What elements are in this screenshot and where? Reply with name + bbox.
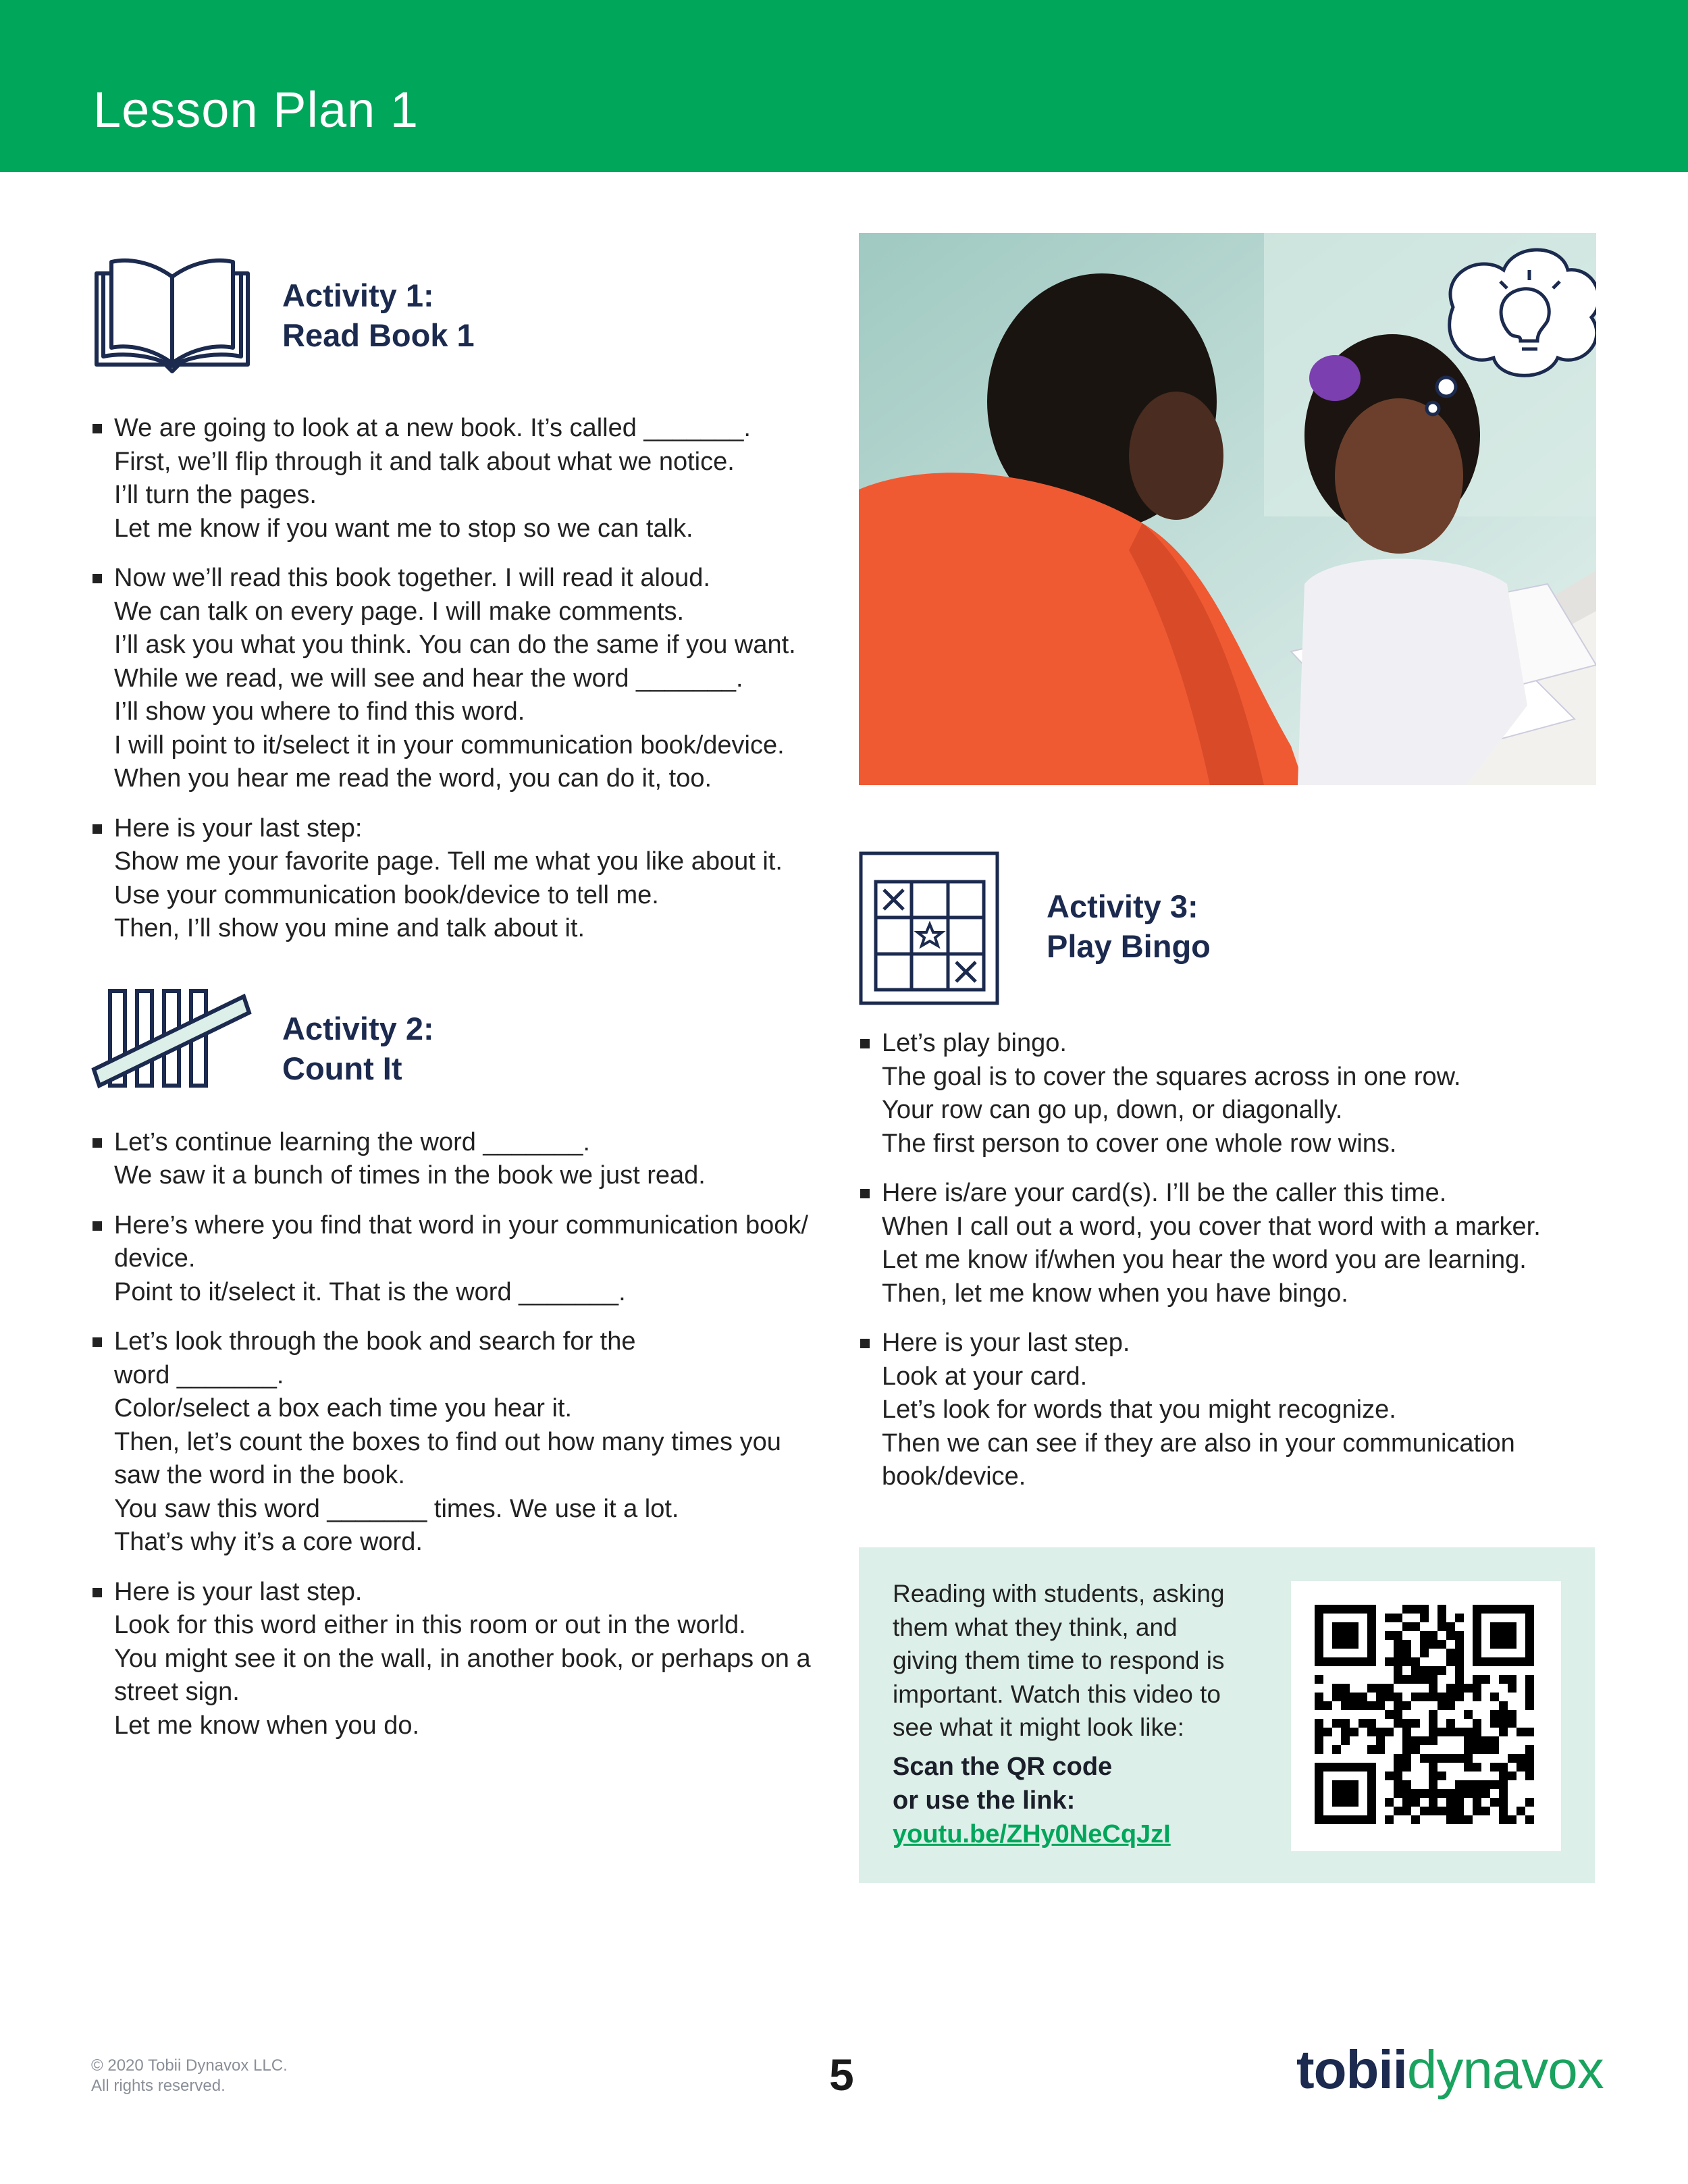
page-title: Lesson Plan 1 bbox=[93, 82, 419, 138]
page-number: 5 bbox=[829, 2050, 854, 2100]
text-line: The first person to cover one whole row wins. bbox=[882, 1129, 1397, 1158]
text-line: saw the word in the book. bbox=[114, 1461, 405, 1489]
text-line: book/device. bbox=[882, 1462, 1026, 1491]
callout-scan-instruction bbox=[893, 1750, 1171, 1851]
list-item bbox=[859, 1327, 1596, 1494]
activity3-list bbox=[859, 1027, 1596, 1494]
text-line: Your row can go up, down, or diagonally. bbox=[882, 1096, 1343, 1124]
text-line: Use your communication book/device to tell me. bbox=[114, 880, 659, 909]
text-line: see what it might look like: bbox=[893, 1713, 1184, 1741]
text-line: Let’s look through the book and search for the bbox=[114, 1327, 636, 1356]
text-line: Here is/are your card(s). I’ll be the caller this time. bbox=[882, 1179, 1447, 1207]
text-line: Let me know if/when you hear the word you are learning. bbox=[882, 1246, 1527, 1274]
text-line: Let me know if you want me to stop so we can talk. bbox=[114, 514, 693, 543]
text-line: While we read, we will see and hear the word _______. bbox=[114, 664, 743, 693]
activity2-title-line2: Count It bbox=[282, 1050, 402, 1086]
bingo-card-icon bbox=[859, 851, 1001, 1007]
list-item bbox=[91, 412, 827, 545]
text-line: We saw it a bunch of times in the book we just read. bbox=[114, 1161, 706, 1190]
list-item bbox=[91, 1126, 827, 1193]
callout-description bbox=[893, 1577, 1271, 1744]
list-item bbox=[91, 812, 827, 946]
text-line: device. bbox=[114, 1244, 196, 1273]
list-item bbox=[91, 1325, 827, 1560]
activity3-title-line2: Play Bingo bbox=[1047, 928, 1211, 964]
text-line: word _______. bbox=[114, 1360, 284, 1389]
text-line: The goal is to cover the squares across in one row. bbox=[882, 1062, 1461, 1091]
left-column bbox=[91, 250, 827, 1759]
list-item bbox=[859, 1027, 1596, 1161]
copyright-line1: © 2020 Tobii Dynavox LLC. bbox=[91, 2056, 288, 2075]
text-line: Look for this word either in this room or out in the world. bbox=[114, 1611, 746, 1639]
copyright-line2: All rights reserved. bbox=[91, 2077, 226, 2095]
activity2-header bbox=[91, 983, 827, 1118]
video-callout-box bbox=[859, 1547, 1595, 1883]
open-book-icon bbox=[91, 250, 253, 375]
activity1-title-line2: Read Book 1 bbox=[282, 317, 475, 353]
text-line: I’ll turn the pages. bbox=[114, 481, 317, 509]
text-line: Let’s look for words that you might recognize. bbox=[882, 1395, 1396, 1424]
text-line: Let’s continue learning the word _______. bbox=[114, 1127, 590, 1156]
text-line: You saw this word _______ times. We use it a lot. bbox=[114, 1494, 679, 1523]
text-line: Let’s play bingo. bbox=[882, 1029, 1067, 1057]
activity2-title bbox=[282, 1009, 434, 1088]
text-line: Point to it/select it. That is the word _______. bbox=[114, 1277, 626, 1306]
activity3-header bbox=[859, 851, 1596, 1007]
text-line: We are going to look at a new book. It’s called _______. bbox=[114, 414, 751, 442]
text-line: Look at your card. bbox=[882, 1362, 1088, 1391]
text-line: We can talk on every page. I will make comments. bbox=[114, 597, 685, 626]
text-line: Color/select a box each time you hear it. bbox=[114, 1394, 573, 1422]
text-line: I’ll ask you what you think. You can do the same if you want. bbox=[114, 631, 796, 659]
text-line: them what they think, and bbox=[893, 1613, 1178, 1641]
header-bar bbox=[0, 0, 1688, 172]
text-line: When I call out a word, you cover that word with a marker. bbox=[882, 1212, 1541, 1241]
text-line: Scan the QR code bbox=[893, 1753, 1113, 1781]
activity1-title bbox=[282, 275, 475, 355]
tally-marks-icon bbox=[91, 983, 253, 1091]
activity1-header bbox=[91, 250, 827, 385]
list-item bbox=[91, 1209, 827, 1310]
qr-code-graphic bbox=[1291, 1581, 1561, 1851]
logo-part2: dynavox bbox=[1406, 2040, 1604, 2100]
text-line: or use the link: bbox=[893, 1786, 1076, 1815]
list-item bbox=[91, 1576, 827, 1743]
text-line: Let me know when you do. bbox=[114, 1711, 420, 1740]
text-line: When you hear me read the word, you can do it, too. bbox=[114, 764, 712, 793]
text-line: Here’s where you find that word in your communication book/ bbox=[114, 1210, 808, 1240]
logo-part1: tobii bbox=[1296, 2040, 1407, 2100]
video-link[interactable]: youtu.be/ZHy0NeCqJzI bbox=[893, 1820, 1171, 1848]
text-line: First, we’ll flip through it and talk about what we notice. bbox=[114, 447, 735, 476]
text-line: You might see it on the wall, in another book, or perhaps on a bbox=[114, 1644, 811, 1673]
text-line: Show me your favorite page. Tell me what you like about it. bbox=[114, 847, 783, 876]
right-column bbox=[859, 233, 1596, 1510]
text-line: Now we’ll read this book together. I will read it aloud. bbox=[114, 564, 710, 592]
activity2-title-line1: Activity 2: bbox=[282, 1010, 434, 1046]
list-item bbox=[859, 1177, 1596, 1310]
text-line: street sign. bbox=[114, 1678, 240, 1706]
text-line: Here is your last step: bbox=[114, 814, 363, 843]
activity1-title-line1: Activity 1: bbox=[282, 277, 434, 313]
text-line: Reading with students, asking bbox=[893, 1580, 1225, 1607]
activity3-title bbox=[1047, 886, 1211, 966]
text-line: That’s why it’s a core word. bbox=[114, 1528, 423, 1556]
list-item bbox=[91, 562, 827, 796]
text-line: I will point to it/select it in your communication book/device. bbox=[114, 730, 785, 760]
text-line: Here is your last step. bbox=[882, 1329, 1130, 1357]
tobii-dynavox-logo bbox=[1296, 2039, 1604, 2101]
text-line: Then, let me know when you have bingo. bbox=[882, 1279, 1348, 1308]
qr-code[interactable] bbox=[1291, 1581, 1561, 1851]
text-line: important. Watch this video to bbox=[893, 1680, 1221, 1708]
photo-teacher-and-student bbox=[859, 233, 1596, 785]
photo-illustration bbox=[859, 233, 1596, 785]
activity1-list bbox=[91, 412, 827, 946]
activity3-title-line1: Activity 3: bbox=[1047, 888, 1198, 924]
copyright bbox=[91, 2056, 288, 2096]
text-line: Then we can see if they are also in your communication bbox=[882, 1429, 1515, 1458]
activity2-list bbox=[91, 1126, 827, 1743]
text-line: giving them time to respond is bbox=[893, 1647, 1225, 1674]
text-line: I’ll show you where to find this word. bbox=[114, 697, 525, 726]
text-line: Here is your last step. bbox=[114, 1577, 363, 1606]
text-line: Then, I’ll show you mine and talk about it. bbox=[114, 914, 585, 942]
text-line: Then, let’s count the boxes to find out how many times you bbox=[114, 1427, 781, 1456]
